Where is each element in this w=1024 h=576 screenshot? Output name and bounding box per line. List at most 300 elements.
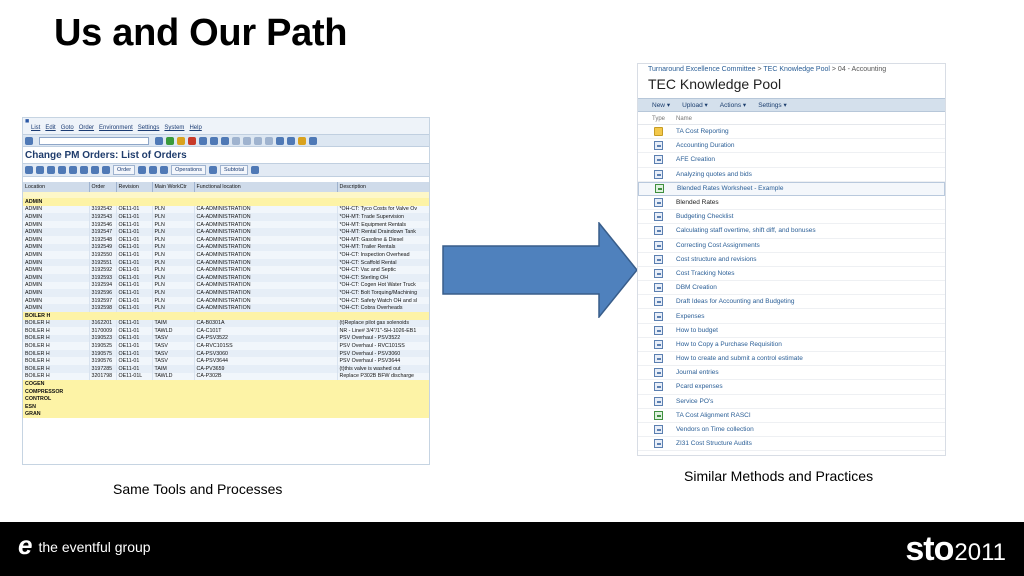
- list-item[interactable]: [638, 324, 945, 338]
- list-item-name[interactable]: Vendors on Time collection: [676, 426, 754, 434]
- folder-icon: [654, 127, 663, 136]
- column-header-description[interactable]: Description: [337, 182, 430, 192]
- list-item-name[interactable]: AFE Creation: [676, 156, 716, 164]
- table-cell: *OH-CT: Sterling OH: [337, 274, 430, 282]
- document-icon: [654, 170, 663, 179]
- event-year: 2011: [954, 539, 1006, 566]
- list-item-name[interactable]: Cost structure and revisions: [676, 255, 757, 263]
- table-cell: CA-ADMINISTRATION: [194, 274, 337, 282]
- table-cell: 3190576: [89, 357, 116, 365]
- table-cell: OE11-01: [116, 206, 152, 214]
- export-icon[interactable]: [138, 166, 146, 174]
- layout-icon[interactable]: [309, 137, 317, 145]
- find-next-icon[interactable]: [221, 137, 229, 145]
- list-item[interactable]: [638, 168, 945, 182]
- document-icon: [654, 241, 663, 250]
- table-row[interactable]: [23, 350, 430, 358]
- table-cell: ADMIN: [23, 228, 89, 236]
- sap-menu-help[interactable]: Help: [189, 125, 202, 131]
- list-item-name[interactable]: DBM Creation: [676, 284, 717, 292]
- table-cell: 3192547: [89, 228, 116, 236]
- document-icon: [654, 340, 663, 349]
- table-cell: 3162201: [89, 320, 116, 328]
- list-item-name[interactable]: TA Cost Reporting: [676, 128, 729, 136]
- table-cell: CA-ADMINISTRATION: [194, 244, 337, 252]
- table-cell: OE11-01: [116, 365, 152, 373]
- table-cell: TASV: [152, 342, 194, 350]
- list-item[interactable]: [638, 380, 945, 394]
- table-row[interactable]: [23, 266, 430, 274]
- table-cell: OE11-01: [116, 236, 152, 244]
- list-item-name[interactable]: Cost Tracking Notes: [676, 269, 735, 277]
- group-label: BOILER H: [23, 312, 430, 320]
- table-cell: BOILER H: [23, 342, 89, 350]
- upload-menu[interactable]: Upload ▾: [682, 102, 708, 109]
- table-cell: ADMIN: [23, 244, 89, 252]
- list-item-name[interactable]: How to budget: [676, 326, 718, 334]
- table-cell: ADMIN: [23, 221, 89, 229]
- table-row[interactable]: [23, 365, 430, 373]
- list-item[interactable]: [638, 423, 945, 437]
- library-toolbar: [638, 98, 945, 112]
- breadcrumb: Turnaround Excellence Committee > TEC Knowledge Pool > 04 - Accounting: [648, 66, 887, 73]
- table-cell: CA-ADMINISTRATION: [194, 213, 337, 221]
- table-cell: (t)this valve is washed out: [337, 365, 430, 373]
- table-cell: TAWLD: [152, 327, 194, 335]
- company-logo: [18, 532, 151, 558]
- table-cell: ADMIN: [23, 289, 89, 297]
- column-header-main-workctr[interactable]: Main WorkCtr: [152, 182, 194, 192]
- table-cell: OE11-01: [116, 251, 152, 259]
- list-item[interactable]: [638, 210, 945, 224]
- table-cell: *OH-MT: Trade Supervision: [337, 213, 430, 221]
- list-item-name[interactable]: Expenses: [676, 312, 705, 320]
- change-icon[interactable]: [149, 166, 157, 174]
- display-icon[interactable]: [160, 166, 168, 174]
- table-row[interactable]: [23, 373, 430, 381]
- first-page-icon[interactable]: [232, 137, 240, 145]
- list-item-name[interactable]: How to Copy a Purchase Requisition: [676, 340, 782, 348]
- table-cell: *OH-CT: Inspection Overhead: [337, 251, 430, 259]
- document-icon: [654, 326, 663, 335]
- sap-screen-title: Change PM Orders: List of Orders: [23, 147, 429, 163]
- list-item[interactable]: [638, 366, 945, 380]
- list-item-name[interactable]: Correcting Cost Assignments: [676, 241, 760, 249]
- column-header-functional-location[interactable]: Functional location: [194, 182, 337, 192]
- list-item[interactable]: [638, 139, 945, 153]
- table-cell: CA-ADMINISTRATION: [194, 282, 337, 290]
- list-item[interactable]: [638, 224, 945, 238]
- table-cell: ADMIN: [23, 266, 89, 274]
- table-cell: CA-ADMINISTRATION: [194, 251, 337, 259]
- spreadsheet-icon: [655, 184, 664, 193]
- deselect-icon[interactable]: [102, 166, 110, 174]
- sap-screenshot: [22, 117, 430, 465]
- table-cell: TASV: [152, 357, 194, 365]
- table-cell: OE11-01: [116, 350, 152, 358]
- breadcrumb-knowledge-pool[interactable]: TEC Knowledge Pool: [763, 66, 830, 73]
- table-cell: 3192550: [89, 251, 116, 259]
- group-label: GRAN: [23, 411, 430, 419]
- sap-menu-environment[interactable]: Environment: [99, 125, 133, 131]
- sort-ascending-icon[interactable]: [58, 166, 66, 174]
- document-icon: [654, 212, 663, 221]
- table-cell: 3201798: [89, 373, 116, 381]
- table-row[interactable]: [23, 213, 430, 221]
- list-item[interactable]: [638, 352, 945, 366]
- table-cell: PLN: [152, 244, 194, 252]
- document-icon: [654, 255, 663, 264]
- details-icon[interactable]: [25, 166, 33, 174]
- collapsed-group-row[interactable]: [23, 380, 430, 388]
- document-icon: [654, 269, 663, 278]
- collapsed-group-row[interactable]: [23, 395, 430, 403]
- table-row[interactable]: [23, 327, 430, 335]
- document-icon: [654, 439, 663, 448]
- table-cell: OE11-01: [116, 228, 152, 236]
- table-cell: CA-B0301A: [194, 320, 337, 328]
- table-cell: PLN: [152, 266, 194, 274]
- list-item[interactable]: [638, 253, 945, 267]
- settings-menu[interactable]: Settings ▾: [758, 102, 787, 109]
- document-icon: [654, 368, 663, 377]
- table-cell: OE11-01: [116, 259, 152, 267]
- sap-menu-system[interactable]: System: [164, 125, 185, 131]
- table-cell: 3192543: [89, 213, 116, 221]
- table-row[interactable]: [23, 304, 430, 312]
- table-cell: CA-ADMINISTRATION: [194, 206, 337, 214]
- list-item[interactable]: [638, 267, 945, 281]
- footer-bar: [0, 522, 1024, 576]
- group-label: CONTROL: [23, 395, 430, 403]
- list-item-name[interactable]: Budgeting Checklist: [676, 213, 734, 221]
- table-cell: CA-PSV3522: [194, 335, 337, 343]
- table-cell: CA-ADMINISTRATION: [194, 289, 337, 297]
- sort-descending-icon[interactable]: [69, 166, 77, 174]
- table-cell: 3192593: [89, 274, 116, 282]
- group-row[interactable]: [23, 198, 430, 206]
- right-arrow: [442, 222, 638, 318]
- collapsed-group-row[interactable]: [23, 403, 430, 411]
- document-icon: [654, 198, 663, 207]
- table-cell: PLN: [152, 221, 194, 229]
- table-cell: PLN: [152, 213, 194, 221]
- command-field[interactable]: [39, 137, 149, 145]
- table-row[interactable]: [23, 228, 430, 236]
- group-label: ESN: [23, 403, 430, 411]
- sap-menu-order[interactable]: Order: [78, 125, 95, 131]
- document-icon: [654, 354, 663, 363]
- group-label: ADMIN: [23, 198, 430, 206]
- table-row[interactable]: [23, 251, 430, 259]
- subtotal-button[interactable]: Subtotal: [220, 165, 248, 175]
- print-icon[interactable]: [199, 137, 207, 145]
- back-icon[interactable]: [166, 137, 174, 145]
- help-icon[interactable]: [298, 137, 306, 145]
- list-item[interactable]: [638, 153, 945, 167]
- table-cell: *OH-CT: Bolt Torquing/Machining: [337, 289, 430, 297]
- group-label: COMPRESSOR: [23, 388, 430, 396]
- layout-settings-icon[interactable]: [251, 166, 259, 174]
- list-item[interactable]: [638, 125, 945, 139]
- event-name: sto: [905, 530, 954, 568]
- list-item-name[interactable]: Calculating staff overtime, shift diff, and bonuses: [676, 227, 816, 235]
- table-cell: PSV Overhaul - PSV3644: [337, 357, 430, 365]
- table-cell: Replace P302B BFW discharge: [337, 373, 430, 381]
- list-item-name[interactable]: Analyzing quotes and bids: [676, 170, 752, 178]
- table-cell: BOILER H: [23, 373, 89, 381]
- table-cell: TAIM: [152, 320, 194, 328]
- table-cell: *OH-CT: Tyco Costs for Valve Ov: [337, 206, 430, 214]
- chevron-down-icon: ▾: [704, 102, 708, 109]
- eventful-logo-icon: e: [18, 530, 33, 560]
- table-cell: CA-ADMINISTRATION: [194, 297, 337, 305]
- document-icon: [654, 283, 663, 292]
- column-header-revision[interactable]: Revision: [116, 182, 152, 192]
- cancel-icon[interactable]: [188, 137, 196, 145]
- table-cell: *OH-CT: Safety Watch OH and sl: [337, 297, 430, 305]
- filter-icon[interactable]: [36, 166, 44, 174]
- table-cell: PSV Overhaul - RVC101SS: [337, 342, 430, 350]
- table-cell: PSV Overhaul - PSV3060: [337, 350, 430, 358]
- table-cell: OE11-01: [116, 320, 152, 328]
- table-cell: CA-ADMINISTRATION: [194, 236, 337, 244]
- table-cell: OE11-01: [116, 282, 152, 290]
- sap-menu-settings[interactable]: Settings: [137, 125, 160, 131]
- list-item-name[interactable]: Blended Rates Worksheet - Example: [677, 185, 784, 193]
- list-item[interactable]: [638, 182, 945, 196]
- table-cell: BOILER H: [23, 357, 89, 365]
- document-icon: [654, 397, 663, 406]
- table-cell: OE11-01: [116, 335, 152, 343]
- table-cell: PLN: [152, 251, 194, 259]
- table-cell: TASV: [152, 350, 194, 358]
- sap-menu-list[interactable]: List: [31, 125, 41, 131]
- table-row[interactable]: [23, 342, 430, 350]
- list-item-name[interactable]: Service PO's: [676, 397, 714, 405]
- breadcrumb-committee[interactable]: Turnaround Excellence Committee: [648, 66, 756, 73]
- table-cell: CA-ADMINISTRATION: [194, 228, 337, 236]
- table-cell: 3190523: [89, 335, 116, 343]
- list-item[interactable]: [638, 196, 945, 210]
- table-cell: ADMIN: [23, 251, 89, 259]
- orders-table: [23, 182, 430, 418]
- sap-window-icon: ■: [25, 118, 30, 125]
- refresh-icon[interactable]: [47, 166, 55, 174]
- prev-page-icon[interactable]: [243, 137, 251, 145]
- library-title: TEC Knowledge Pool: [648, 76, 782, 92]
- enter-icon[interactable]: [25, 137, 33, 145]
- list-item-name[interactable]: How to create and submit a control estimate: [676, 355, 803, 363]
- table-cell: CA-PV3659: [194, 365, 337, 373]
- table-cell: 3192549: [89, 244, 116, 252]
- table-cell: ADMIN: [23, 274, 89, 282]
- table-cell: OE11-01: [116, 304, 152, 312]
- new-menu[interactable]: New ▾: [652, 102, 671, 109]
- table-cell: CA-PSV3060: [194, 350, 337, 358]
- list-item[interactable]: [638, 409, 945, 423]
- table-cell: PLN: [152, 289, 194, 297]
- list-item-name[interactable]: Accounting Duration: [676, 142, 735, 150]
- table-cell: 3170009: [89, 327, 116, 335]
- table-cell: NR - Line# 3/4"/1"-SH-1026-EB1: [337, 327, 430, 335]
- sharepoint-screenshot: [637, 63, 946, 456]
- list-item[interactable]: [638, 239, 945, 253]
- table-row[interactable]: [23, 289, 430, 297]
- table-cell: 3192596: [89, 289, 116, 297]
- table-row[interactable]: [23, 357, 430, 365]
- document-icon: [654, 155, 663, 164]
- actions-menu[interactable]: Actions ▾: [719, 102, 747, 109]
- total-icon[interactable]: [209, 166, 217, 174]
- table-cell: 3197285: [89, 365, 116, 373]
- table-cell: OE11-01: [116, 266, 152, 274]
- company-name: the eventful group: [38, 539, 151, 555]
- table-cell: CA-ADMINISTRATION: [194, 266, 337, 274]
- list-item[interactable]: [638, 309, 945, 323]
- table-cell: OE11-01: [116, 297, 152, 305]
- select-all-icon[interactable]: [91, 166, 99, 174]
- list-item-name[interactable]: TA Cost Alignment RASCI: [676, 411, 751, 419]
- operations-button[interactable]: Operations: [171, 165, 206, 175]
- table-cell: OE11-01: [116, 342, 152, 350]
- table-cell: 3192551: [89, 259, 116, 267]
- table-row[interactable]: [23, 206, 430, 214]
- list-item[interactable]: [638, 437, 945, 451]
- table-cell: OE11-01: [116, 213, 152, 221]
- shortcut-icon[interactable]: [287, 137, 295, 145]
- table-cell: PLN: [152, 206, 194, 214]
- chevron-down-icon: ▾: [742, 102, 747, 109]
- table-row[interactable]: [23, 244, 430, 252]
- spreadsheet-icon: [654, 411, 663, 420]
- order-button[interactable]: Order: [113, 165, 135, 175]
- list-item-name[interactable]: Blended Rates: [676, 199, 719, 207]
- table-cell: *OH-CT: Cogen Hot Water Truck: [337, 282, 430, 290]
- sap-standard-toolbar: [23, 134, 429, 147]
- sap-menubar: [23, 118, 429, 134]
- table-cell: CA-P302B: [194, 373, 337, 381]
- next-page-icon[interactable]: [254, 137, 262, 145]
- collapsed-group-row[interactable]: [23, 388, 430, 396]
- list-item[interactable]: [638, 295, 945, 309]
- table-cell: PLN: [152, 282, 194, 290]
- table-cell: OE11-01: [116, 289, 152, 297]
- table-cell: *OH-MT: Gasoline & Diesel: [337, 236, 430, 244]
- table-cell: BOILER H: [23, 320, 89, 328]
- sap-menu-edit[interactable]: Edit: [45, 125, 56, 131]
- column-header-type[interactable]: Type: [652, 116, 666, 122]
- table-cell: OE11-01: [116, 327, 152, 335]
- last-page-icon[interactable]: [265, 137, 273, 145]
- table-row[interactable]: [23, 274, 430, 282]
- table-row[interactable]: [23, 259, 430, 267]
- table-cell: *OH-MT: Equipment Rentals: [337, 221, 430, 229]
- table-cell: PLN: [152, 228, 194, 236]
- table-cell: *OH-MT: Rental Draindown Tank: [337, 228, 430, 236]
- table-cell: 3192597: [89, 297, 116, 305]
- sap-menu-goto[interactable]: Goto: [60, 125, 74, 131]
- table-cell: OE11-01: [116, 357, 152, 365]
- table-cell: CA-C101T: [194, 327, 337, 335]
- table-row[interactable]: [23, 236, 430, 244]
- chevron-down-icon: ▾: [783, 102, 787, 109]
- table-cell: PSV Overhaul - PSV3522: [337, 335, 430, 343]
- save-icon[interactable]: [155, 137, 163, 145]
- table-cell: TAIM: [152, 365, 194, 373]
- list-item-name[interactable]: Draft Ideas for Accounting and Budgeting: [676, 298, 795, 306]
- print-preview-icon[interactable]: [80, 166, 88, 174]
- table-cell: CA-RVC101SS: [194, 342, 337, 350]
- table-row[interactable]: [23, 221, 430, 229]
- new-session-icon[interactable]: [276, 137, 284, 145]
- table-row[interactable]: [23, 320, 430, 328]
- table-cell: 3192592: [89, 266, 116, 274]
- list-item-name[interactable]: Journal entries: [676, 369, 719, 377]
- collapsed-group-row[interactable]: [23, 411, 430, 419]
- list-item[interactable]: [638, 281, 945, 295]
- table-cell: OE11-01L: [116, 373, 152, 381]
- table-cell: OE11-01: [116, 244, 152, 252]
- table-cell: 3192546: [89, 221, 116, 229]
- exit-icon[interactable]: [177, 137, 185, 145]
- table-cell: PLN: [152, 259, 194, 267]
- event-logo: [905, 530, 1006, 569]
- list-item[interactable]: [638, 338, 945, 352]
- caption-left: Same Tools and Processes: [113, 481, 283, 497]
- table-cell: 3192598: [89, 304, 116, 312]
- table-cell: ADMIN: [23, 282, 89, 290]
- table-cell: CA-PSV3644: [194, 357, 337, 365]
- table-cell: *OH-CT: Vac and Septic: [337, 266, 430, 274]
- table-cell: ADMIN: [23, 297, 89, 305]
- table-cell: *OH-CT: Cobra Overheads: [337, 304, 430, 312]
- breadcrumb-accounting: 04 - Accounting: [837, 66, 887, 73]
- table-cell: CA-ADMINISTRATION: [194, 221, 337, 229]
- column-header-name[interactable]: Name: [676, 116, 693, 122]
- table-cell: TAWLD: [152, 373, 194, 381]
- find-icon[interactable]: [210, 137, 218, 145]
- table-cell: BOILER H: [23, 365, 89, 373]
- sap-application-toolbar: [23, 163, 429, 177]
- table-row[interactable]: [23, 282, 430, 290]
- list-item[interactable]: [638, 395, 945, 409]
- table-row[interactable]: [23, 297, 430, 305]
- table-cell: PLN: [152, 236, 194, 244]
- table-cell: PLN: [152, 304, 194, 312]
- group-row[interactable]: [23, 312, 430, 320]
- document-list: [638, 125, 945, 451]
- column-header-location[interactable]: Location: [23, 182, 89, 192]
- table-cell: 3192542: [89, 206, 116, 214]
- table-cell: CA-ADMINISTRATION: [194, 304, 337, 312]
- list-item-name[interactable]: Pcard expenses: [676, 383, 723, 391]
- table-cell: OE11-01: [116, 221, 152, 229]
- document-icon: [654, 141, 663, 150]
- document-icon: [654, 425, 663, 434]
- table-row[interactable]: [23, 335, 430, 343]
- table-cell: ADMIN: [23, 213, 89, 221]
- chevron-down-icon: ▾: [666, 102, 671, 109]
- table-cell: OE11-01: [116, 274, 152, 282]
- document-icon: [654, 312, 663, 321]
- table-cell: ADMIN: [23, 304, 89, 312]
- column-header-order[interactable]: Order: [89, 182, 116, 192]
- table-cell: 3192594: [89, 282, 116, 290]
- list-item-name[interactable]: ZI31 Cost Structure Audits: [676, 440, 752, 448]
- list-header: [638, 114, 945, 125]
- slide-title: Us and Our Path: [54, 12, 348, 54]
